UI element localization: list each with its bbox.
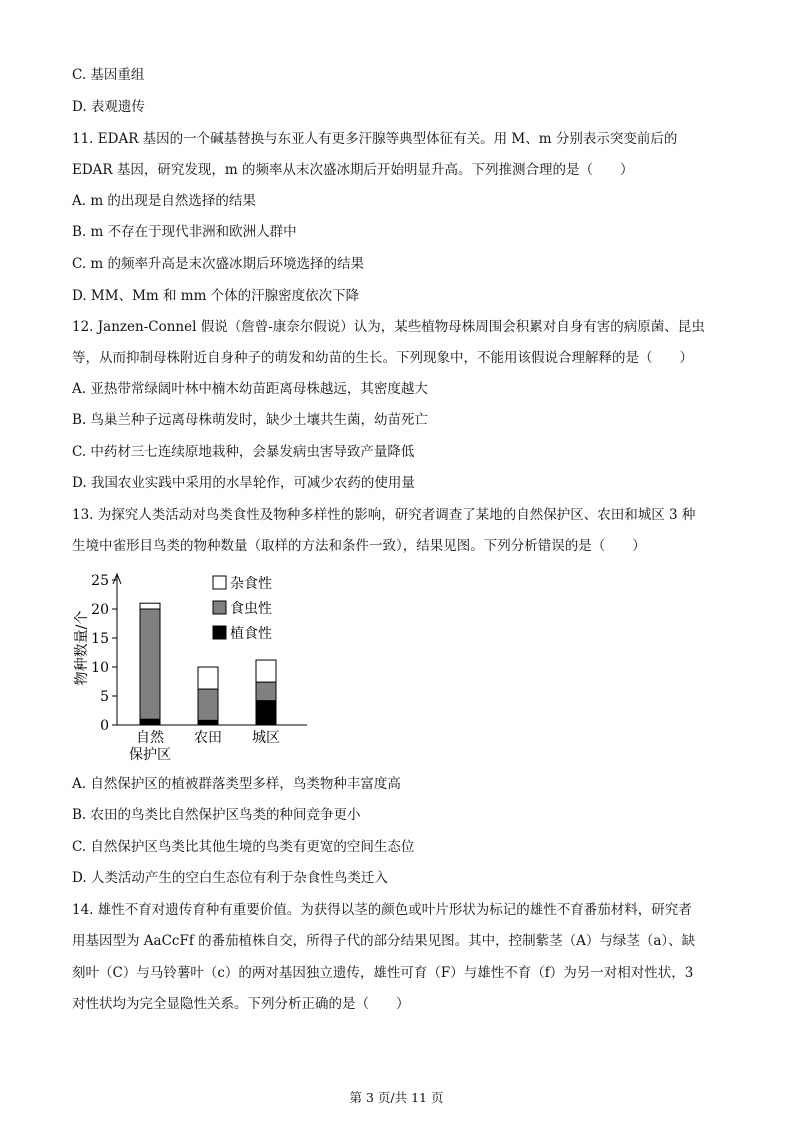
option-text: C. 基因重组 — [72, 67, 145, 83]
question-stem: 刻叶（C）与马铃薯叶（c）的两对基因独立遗传，雄性可育（F）与雄性不育（f）为另一对相对性状，3 — [72, 965, 694, 981]
option-text: A. 亚热带常绿阔叶林中楠木幼苗距离母株越远，其密度越大 — [72, 381, 428, 397]
legend-swatch — [213, 626, 226, 639]
bar-segment — [256, 701, 276, 725]
legend-swatch — [213, 601, 226, 614]
bar-segment — [140, 719, 160, 725]
x-category-label: 农田 — [194, 730, 222, 746]
option-text: D. MM、Mm 和 mm 个体的汗腺密度依次下降 — [72, 288, 360, 304]
question-stem: 生境中雀形目鸟类的物种数量（取样的方法和条件一致），结果见图。下列分析错误的是（ ） — [72, 538, 646, 554]
question-stem: 13. 为探究人类活动对鸟类食性及物种多样性的影响，研究者调查了某地的自然保护区、农田和城区 3 种 — [72, 507, 696, 523]
question-stem: 等，从而抑制母株附近自身种子的萌发和幼苗的生长。下列现象中，不能用该假说合理解释的是（ ） — [72, 350, 693, 366]
option-text: B. 农田的鸟类比自然保护区鸟类的种间竞争更小 — [72, 807, 361, 823]
option-text: C. m 的频率升高是末次盛冰期后环境选择的结果 — [72, 256, 365, 272]
bar-segment — [198, 720, 218, 725]
x-category-label: 保护区 — [129, 747, 171, 763]
question-stem: 用基因型为 AaCcFf 的番茄植株自交，所得子代的部分结果见图。其中，控制紫茎（A）与绿茎（a）、缺 — [72, 933, 696, 949]
y-tick-label: 15 — [91, 631, 109, 647]
bird-species-chart — [60, 566, 320, 776]
y-tick-label: 10 — [91, 660, 109, 676]
y-axis-label: 物种数量/个 — [74, 610, 90, 686]
question-stem: 11. EDAR 基因的一个碱基替换与东亚人有更多汗腺等典型体征有关。用 M、m 分别表示突变前后的 — [72, 131, 678, 147]
option-text: B. m 不存在于现代非洲和欧洲人群中 — [72, 224, 297, 240]
y-tick-label: 5 — [100, 689, 109, 705]
option-text: D. 人类活动产生的空白生态位有利于杂食性鸟类迁入 — [72, 870, 388, 886]
option-text: A. m 的出现是自然选择的结果 — [72, 193, 256, 209]
x-category-label: 城区 — [252, 730, 280, 746]
question-stem: 12. Janzen-Connel 假说（詹曾-康奈尔假说）认为，某些植物母株周围会积累对自身有害的病原菌、昆虫 — [72, 319, 705, 335]
y-tick-label: 25 — [91, 573, 109, 589]
legend-label: 食虫性 — [230, 601, 272, 617]
option-text: D. 我国农业实践中采用的水旱轮作，可减少农药的使用量 — [72, 475, 415, 491]
question-stem: 14. 雄性不育对遗传育种有重要价值。为获得以茎的颜色或叶片形状为标记的雄性不育番茄材料，研究者 — [72, 902, 692, 918]
x-category-label: 自然 — [136, 730, 164, 746]
y-tick-label: 20 — [91, 602, 109, 618]
option-text: B. 鸟巢兰种子远离母株萌发时，缺少土壤共生菌，幼苗死亡 — [72, 412, 429, 428]
bar-segment — [140, 603, 160, 609]
bar-segment — [140, 609, 160, 719]
y-tick-label: 0 — [100, 718, 109, 734]
question-stem: 对性状均为完全显隐性关系。下列分析正确的是（ ） — [72, 996, 410, 1012]
option-text: C. 中药材三七连续原地栽种，会暴发病虫害导致产量降低 — [72, 444, 415, 460]
bar-segment — [198, 667, 218, 689]
option-text: C. 自然保护区鸟类比其他生境的鸟类有更宽的空间生态位 — [72, 839, 415, 855]
page-footer: 第 3 页/共 11 页 — [349, 1090, 444, 1105]
question-stem: EDAR 基因，研究发现，m 的频率从末次盛冰期后开始明显升高。下列推测合理的是（ ） — [72, 162, 634, 178]
legend-swatch — [213, 576, 226, 589]
legend-label: 杂食性 — [230, 576, 272, 592]
legend-label: 植食性 — [230, 626, 272, 642]
stacked-bar-chart — [60, 566, 320, 776]
bar-segment — [256, 682, 276, 701]
bar-segment — [198, 689, 218, 720]
bar-segment — [256, 660, 276, 682]
option-text: A. 自然保护区的植被群落类型多样，鸟类物种丰富度高 — [72, 776, 401, 792]
option-text: D. 表观遗传 — [72, 99, 145, 115]
